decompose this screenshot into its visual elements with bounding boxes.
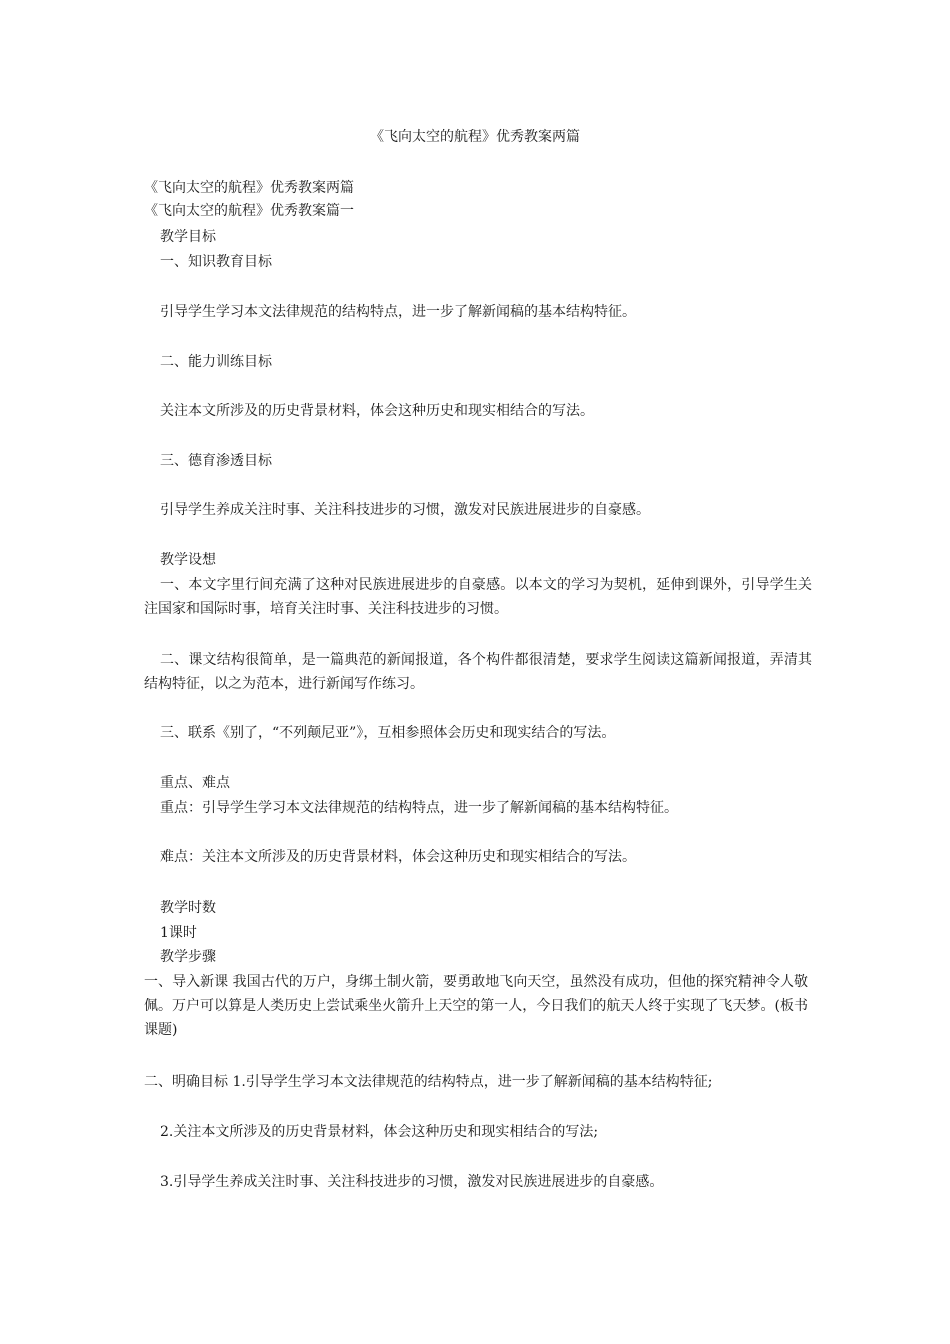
goal-text-moral: 引导学生养成关注时事、关注科技进步的习惯，激发对民族进展进步的自豪感。 <box>160 502 650 518</box>
goal-heading-ability: 二、能力训练目标 <box>160 354 272 370</box>
hours-value: 1课时 <box>160 925 197 941</box>
plan-paragraph-2: 二、课文结构很简单，是一篇典范的新闻报道，各个构件都很清楚，要求学生阅读这篇新闻报道，弄清其结构特征，以之为范本，进行新闻写作练习。 <box>144 652 812 692</box>
section-heading-hours: 教学时数 <box>160 900 216 916</box>
goal-heading-moral: 三、德育渗透目标 <box>160 453 272 469</box>
section-heading-plan: 教学设想 <box>160 552 216 568</box>
step-goals-paragraph: 二、明确目标 1.引导学生学习本文法律规范的结构特点，进一步了解新闻稿的基本结构特征; <box>144 1074 713 1090</box>
goal-text-knowledge: 引导学生学习本文法律规范的结构特点，进一步了解新闻稿的基本结构特征。 <box>160 304 636 320</box>
section-heading-goals: 教学目标 <box>160 229 216 245</box>
doc-subheading: 《飞向太空的航程》优秀教案篇一 <box>144 203 354 219</box>
step-goal-3: 3.引导学生养成关注时事、关注科技进步的习惯，激发对民族进展进步的自豪感。 <box>160 1174 664 1190</box>
plan-paragraph-1: 一、本文字里行间充满了这种对民族进展进步的自豪感。以本文的学习为契机，延伸到课外，引导学生关注国家和国际时事，培育关注时事、关注科技进步的习惯。 <box>144 577 812 617</box>
plan-paragraph-3: 三、联系《别了，“不列颠尼亚”》，互相参照体会历史和现实结合的写法。 <box>160 725 616 741</box>
page-title: 《飞向太空的航程》优秀教案两篇 <box>370 129 580 145</box>
focus-difficulty: 难点：关注本文所涉及的历史背景材料，体会这种历史和现实相结合的写法。 <box>160 849 636 865</box>
goal-heading-knowledge: 一、知识教育目标 <box>160 254 272 270</box>
focus-key-point: 重点：引导学生学习本文法律规范的结构特点，进一步了解新闻稿的基本结构特征。 <box>160 800 678 816</box>
section-heading-steps: 教学步骤 <box>160 949 216 965</box>
step-intro-paragraph: 一、导入新课 我国古代的万户，身绑土制火箭，要勇敢地飞向天空，虽然没有成功，但他的探究精神令人敬佩。万户可以算是人类历史上尝试乘坐火箭升上天空的第一人，今日我们的航天人终于实现了飞天梦。(板书课题) <box>144 974 808 1038</box>
section-heading-focus: 重点、难点 <box>160 775 230 791</box>
step-goal-2: 2.关注本文所涉及的历史背景材料，体会这种历史和现实相结合的写法; <box>160 1124 599 1140</box>
doc-heading: 《飞向太空的航程》优秀教案两篇 <box>144 180 354 196</box>
goal-text-ability: 关注本文所涉及的历史背景材料，体会这种历史和现实相结合的写法。 <box>160 403 594 419</box>
